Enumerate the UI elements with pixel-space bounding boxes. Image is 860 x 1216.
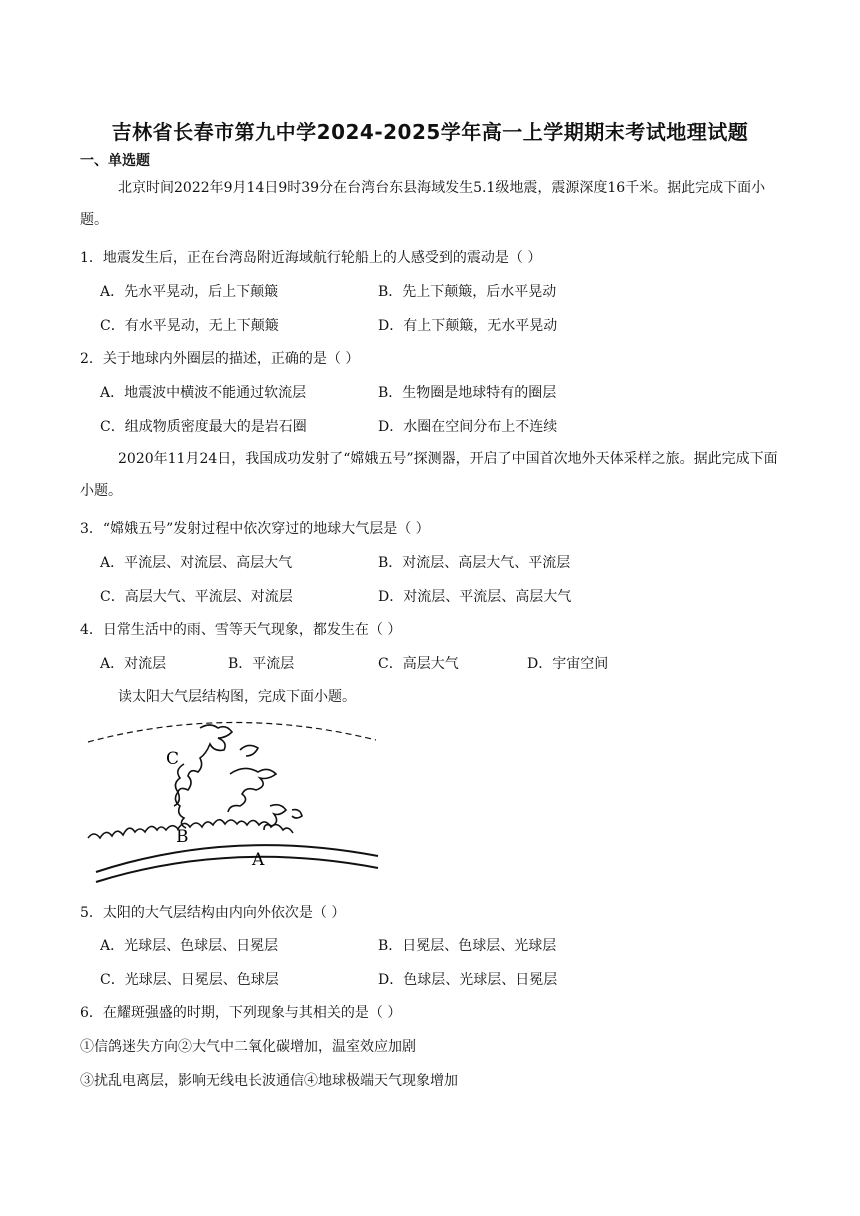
label-b: B (176, 827, 189, 847)
label-a: A (252, 850, 265, 870)
question-6-statements-2: ③扰乱电离层，影响无线电长波通信④地球极端天气现象增加 (80, 1073, 458, 1089)
question-6-stem: 6．在耀斑强盛的时期，下列现象与其相关的是（ ） (80, 1005, 402, 1021)
solar-prominence-icon (174, 725, 302, 830)
question-2-option-a: A．地震波中横波不能通过软流层 (100, 385, 307, 401)
question-6-statements-1: ①信鸽迷失方向②大气中二氧化碳增加，温室效应加剧 (80, 1039, 416, 1055)
question-2-option-d: D．水圈在空间分布上不连续 (378, 419, 558, 435)
question-3-option-a: A．平流层、对流层、高层大气 (100, 555, 293, 571)
exam-title: 吉林省长春市第九中学2024-2025学年高一上学期期末考试地理试题 (111, 120, 749, 144)
section-heading: 一、单选题 (80, 153, 150, 169)
question-4-option-b: B．平流层 (228, 656, 295, 672)
question-3-stem: 3．“嫦娥五号”发射过程中依次穿过的地球大气层是（ ） (80, 521, 430, 537)
intro-paragraph-2: 2020年11月24日，我国成功发射了“嫦娥五号”探测器，开启了中国首次地外天体采样之旅。据此完成下面小题。 (80, 451, 778, 499)
question-2-option-b: B．生物圈是地球特有的圈层 (378, 385, 557, 401)
question-4-option-a: A．对流层 (100, 656, 167, 672)
question-2-option-c: C．组成物质密度最大的是岩石圈 (100, 419, 307, 435)
question-3-option-d: D．对流层、平流层、高层大气 (378, 589, 572, 605)
question-2-stem: 2．关于地球内外圈层的描述，正确的是（ ） (80, 351, 360, 367)
question-4-stem: 4．日常生活中的雨、雪等天气现象，都发生在（ ） (80, 622, 402, 638)
question-5-option-d: D．色球层、光球层、日冕层 (378, 972, 558, 988)
question-4-option-d: D．宇宙空间 (527, 656, 609, 672)
question-1-option-a: A．先水平晃动，后上下颠簸 (100, 284, 279, 300)
question-3-option-b: B．对流层、高层大气、平流层 (378, 555, 571, 571)
intro-paragraph-3: 读太阳大气层结构图，完成下面小题。 (118, 689, 356, 705)
label-c: C (166, 749, 180, 769)
question-5-option-b: B．日冕层、色球层、光球层 (378, 938, 557, 954)
photosphere-arc-outer (96, 845, 378, 872)
question-5-option-c: C．光球层、日冕层、色球层 (100, 972, 279, 988)
question-3-option-c: C．高层大气、平流层、对流层 (100, 589, 293, 605)
question-4-option-c: C．高层大气 (378, 656, 459, 672)
question-1-stem: 1．地震发生后，正在台湾岛附近海域航行轮船上的人感受到的震动是（ ） (80, 250, 542, 266)
question-5-option-a: A．光球层、色球层、日冕层 (100, 938, 279, 954)
question-1-option-b: B．先上下颠簸，后水平晃动 (378, 284, 557, 300)
intro-paragraph-1: 北京时间2022年9月14日9时39分在台湾台东县海域发生5.1级地震，震源深度16千米。据此完成下面小题。 (80, 180, 766, 228)
chromosphere-edge (88, 820, 293, 838)
question-1-option-c: C．有水平晃动，无上下颠簸 (100, 318, 279, 334)
sun-atmosphere-diagram (80, 718, 380, 890)
question-5-stem: 5．太阳的大气层结构由内向外依次是（ ） (80, 905, 346, 921)
question-1-option-d: D．有上下颠簸，无水平晃动 (378, 318, 558, 334)
